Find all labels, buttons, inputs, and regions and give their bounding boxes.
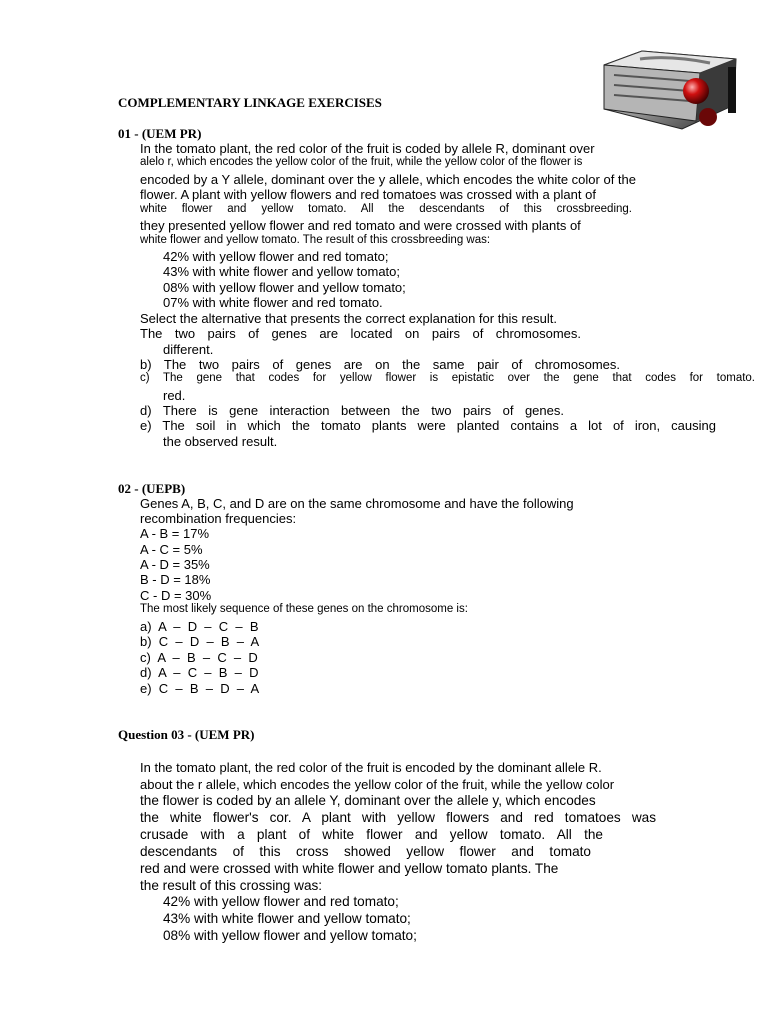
q1-heading: 01 - (UEM PR) — [118, 126, 202, 141]
q1-result-2: 43% with white flower and yellow tomato; — [163, 264, 401, 279]
q3-line-7: red and were crossed with white flower and yellow tomato plants. The — [140, 861, 559, 876]
q1-result-3: 08% with yellow flower and yellow tomato; — [163, 280, 406, 295]
q1-option-e: e) The soil in which the tomato plants were planted contains a lot of iron, causing — [140, 418, 716, 433]
q2-freq-1: A - B = 17% — [140, 526, 210, 541]
q3-result-2: 43% with white flower and yellow tomato; — [163, 911, 411, 926]
q2-option-b: b) C – D – B – A — [140, 634, 260, 649]
q2-intro-2: recombination frequencies: — [140, 511, 297, 526]
q2-option-c: c) A – B – C – D — [140, 650, 258, 665]
q3-heading: Question 03 - (UEM PR) — [118, 727, 255, 742]
q2-freq-5: C - D = 30% — [140, 588, 212, 603]
q1-option-d: d) There is gene interaction between the two pairs of genes. — [140, 403, 564, 418]
q1-line-5: white flower and yellow tomato. All the descendants of this crossbreeding. — [140, 203, 632, 215]
q3-line-3: the flower is coded by an allele Y, dominant over the allele y, which encodes — [140, 793, 596, 808]
q1-prompt: Select the alternative that presents the correct explanation for this result. — [140, 311, 557, 326]
q1-result-1: 42% with yellow flower and red tomato; — [163, 249, 389, 264]
q1-option-c-cont: red. — [163, 388, 186, 403]
q2-prompt: The most likely sequence of these genes on the chromosome is: — [140, 603, 468, 615]
q1-option-b: b) The two pairs of genes are on the same pair of chromosomes. — [140, 357, 620, 372]
q1-line-7: white flower and yellow tomato. The result of this crossbreeding was: — [140, 234, 491, 246]
q3-line-6: descendants of this cross showed yellow flower and tomato — [140, 844, 591, 859]
q2-intro-1: Genes A, B, C, and D are on the same chromosome and have the following — [140, 496, 574, 511]
q1-option-a: The two pairs of genes are located on pairs of chromosomes. — [140, 326, 581, 341]
q2-freq-2: A - C = 5% — [140, 542, 203, 557]
q2-option-e: e) C – B – D – A — [140, 681, 260, 696]
q2-freq-3: A - D = 35% — [140, 557, 210, 572]
q2-heading: 02 - (UEPB) — [118, 481, 186, 496]
q3-result-3: 08% with yellow flower and yellow tomato; — [163, 928, 417, 943]
document-title: COMPLEMENTARY LINKAGE EXERCISES — [118, 95, 382, 110]
q1-option-c: c) The gene that codes for yellow flower is epistatic over the gene that codes for tomato. — [140, 372, 755, 384]
q3-line-1: In the tomato plant, the red color of the fruit is encoded by the dominant allele R. — [140, 760, 602, 775]
q2-freq-4: B - D = 18% — [140, 572, 211, 587]
q3-line-4: the white flower's cor. A plant with yellow flowers and red tomatoes was — [140, 810, 656, 825]
q3-result-1: 42% with yellow flower and red tomato; — [163, 894, 399, 909]
q1-line-2: alelo r, which encodes the yellow color of the fruit, while the yellow color of the flower is — [140, 156, 583, 168]
q3-line-2: about the r allele, which encodes the yellow color of the fruit, while the yellow color — [140, 777, 615, 792]
q2-option-d: d) A – C – B – D — [140, 665, 259, 680]
q1-line-6: they presented yellow flower and red tomato and were crossed with plants of — [140, 218, 581, 233]
q1-line-4: flower. A plant with yellow flowers and red tomatoes was crossed with a plant of — [140, 187, 596, 202]
q2-option-a: a) A – D – C – B — [140, 619, 259, 634]
q3-line-5: crusade with a plant of white flower and yellow tomato. All the — [140, 827, 603, 842]
q1-line-1: In the tomato plant, the red color of the fruit is coded by allele R, dominant over — [140, 141, 595, 156]
q1-line-3: encoded by a Y allele, dominant over the y allele, which encodes the white color of the — [140, 172, 636, 187]
q3-line-8: the result of this crossing was: — [140, 878, 323, 893]
computer-case-logo-icon — [600, 45, 740, 135]
q1-result-4: 07% with white flower and red tomato. — [163, 295, 383, 310]
q1-option-e-cont: the observed result. — [163, 434, 278, 449]
q1-option-a-cont: different. — [163, 342, 214, 357]
